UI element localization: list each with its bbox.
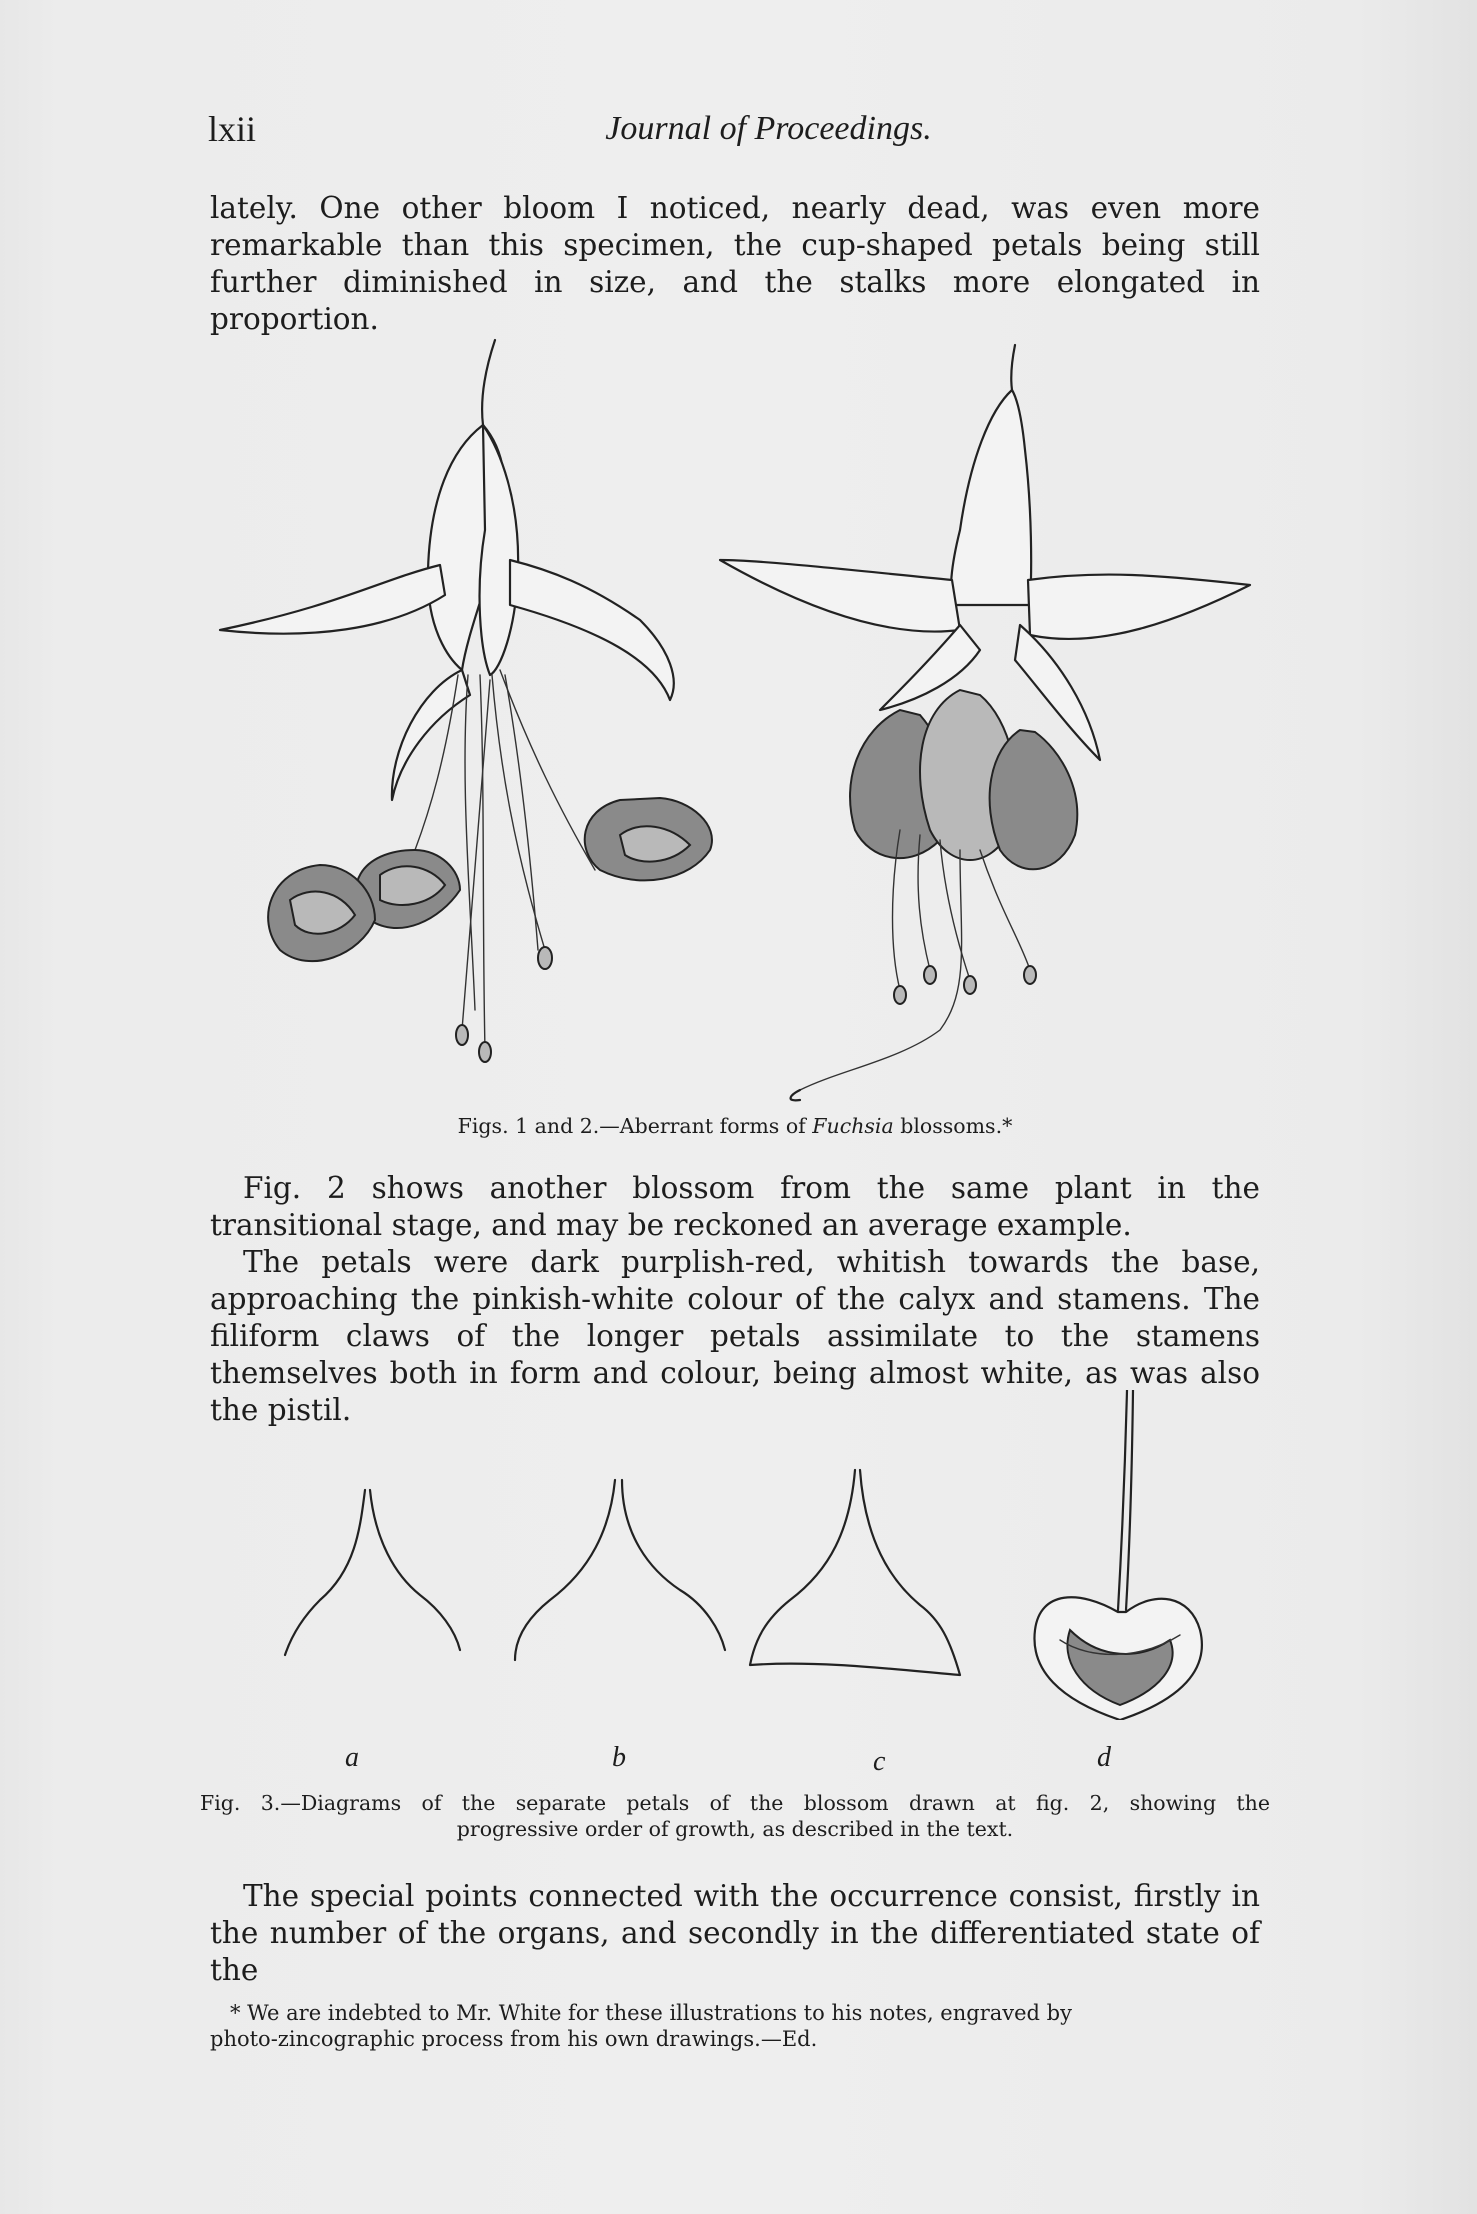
caption-genus: Fuchsia bbox=[812, 1114, 894, 1138]
figure-1-2-caption bbox=[210, 1114, 1260, 1138]
figure-3-caption bbox=[200, 1790, 1270, 1842]
fig2-blossom bbox=[720, 345, 1250, 1100]
petal-d bbox=[1034, 1390, 1201, 1720]
label-b: b bbox=[612, 1742, 626, 1773]
label-a: a bbox=[345, 1742, 359, 1773]
fig3-caption-line-1: Fig. 3.—Diagrams of the separate petals of the blossom drawn at fig. 2, showing the bbox=[200, 1791, 1270, 1815]
caption-suffix: blossoms.* bbox=[893, 1114, 1013, 1138]
footnote-line-2: photo-zincographic process from his own drawings.—Ed. bbox=[210, 2027, 818, 2051]
footnote-line-1: * We are indebted to Mr. White for these illustrations to his notes, engraved by bbox=[230, 2001, 1072, 2025]
petal-b bbox=[515, 1480, 725, 1660]
label-d: d bbox=[1097, 1742, 1111, 1773]
paragraph-2: Fig. 2 shows another blossom from the same plant in the transitional stage, and may be reckoned an average example. bbox=[210, 1171, 1260, 1242]
fig3-caption-line-2: progressive order of growth, as described in the text. bbox=[456, 1817, 1014, 1841]
paragraph-4: The special points connected with the occurrence consist, firstly in the number of the organs, and secondly in the differentiated state of the bbox=[210, 1879, 1260, 1987]
running-title: Journal of Proceedings. bbox=[605, 110, 932, 147]
paragraph-3: The petals were dark purplish-red, whitish towards the base, approaching the pinkish-white colour of the calyx and stamens. The filiform claws of the longer petals assimilate to the stamens themselves both in form and colour, being almost white, as was also the pistil. bbox=[210, 1245, 1260, 1427]
paragraph-1: lately. One other bloom I noticed, nearly dead, was even more remarkable than this specimen, the cup-shaped petals being still further diminished in size, and the stalks more elongated in proportion. bbox=[210, 191, 1260, 336]
fig1-blossom bbox=[220, 340, 712, 1062]
petal-c bbox=[750, 1470, 960, 1675]
footnote bbox=[210, 2000, 1260, 2052]
caption-prefix: Figs. 1 and 2.—Aberrant forms of bbox=[457, 1114, 813, 1138]
fuchsia-blossoms-illustration bbox=[200, 330, 1280, 1120]
page-number: lxii bbox=[208, 109, 257, 149]
petal-a bbox=[285, 1490, 460, 1655]
petal-diagrams-illustration bbox=[260, 1390, 1260, 1720]
label-c: c bbox=[873, 1746, 886, 1777]
